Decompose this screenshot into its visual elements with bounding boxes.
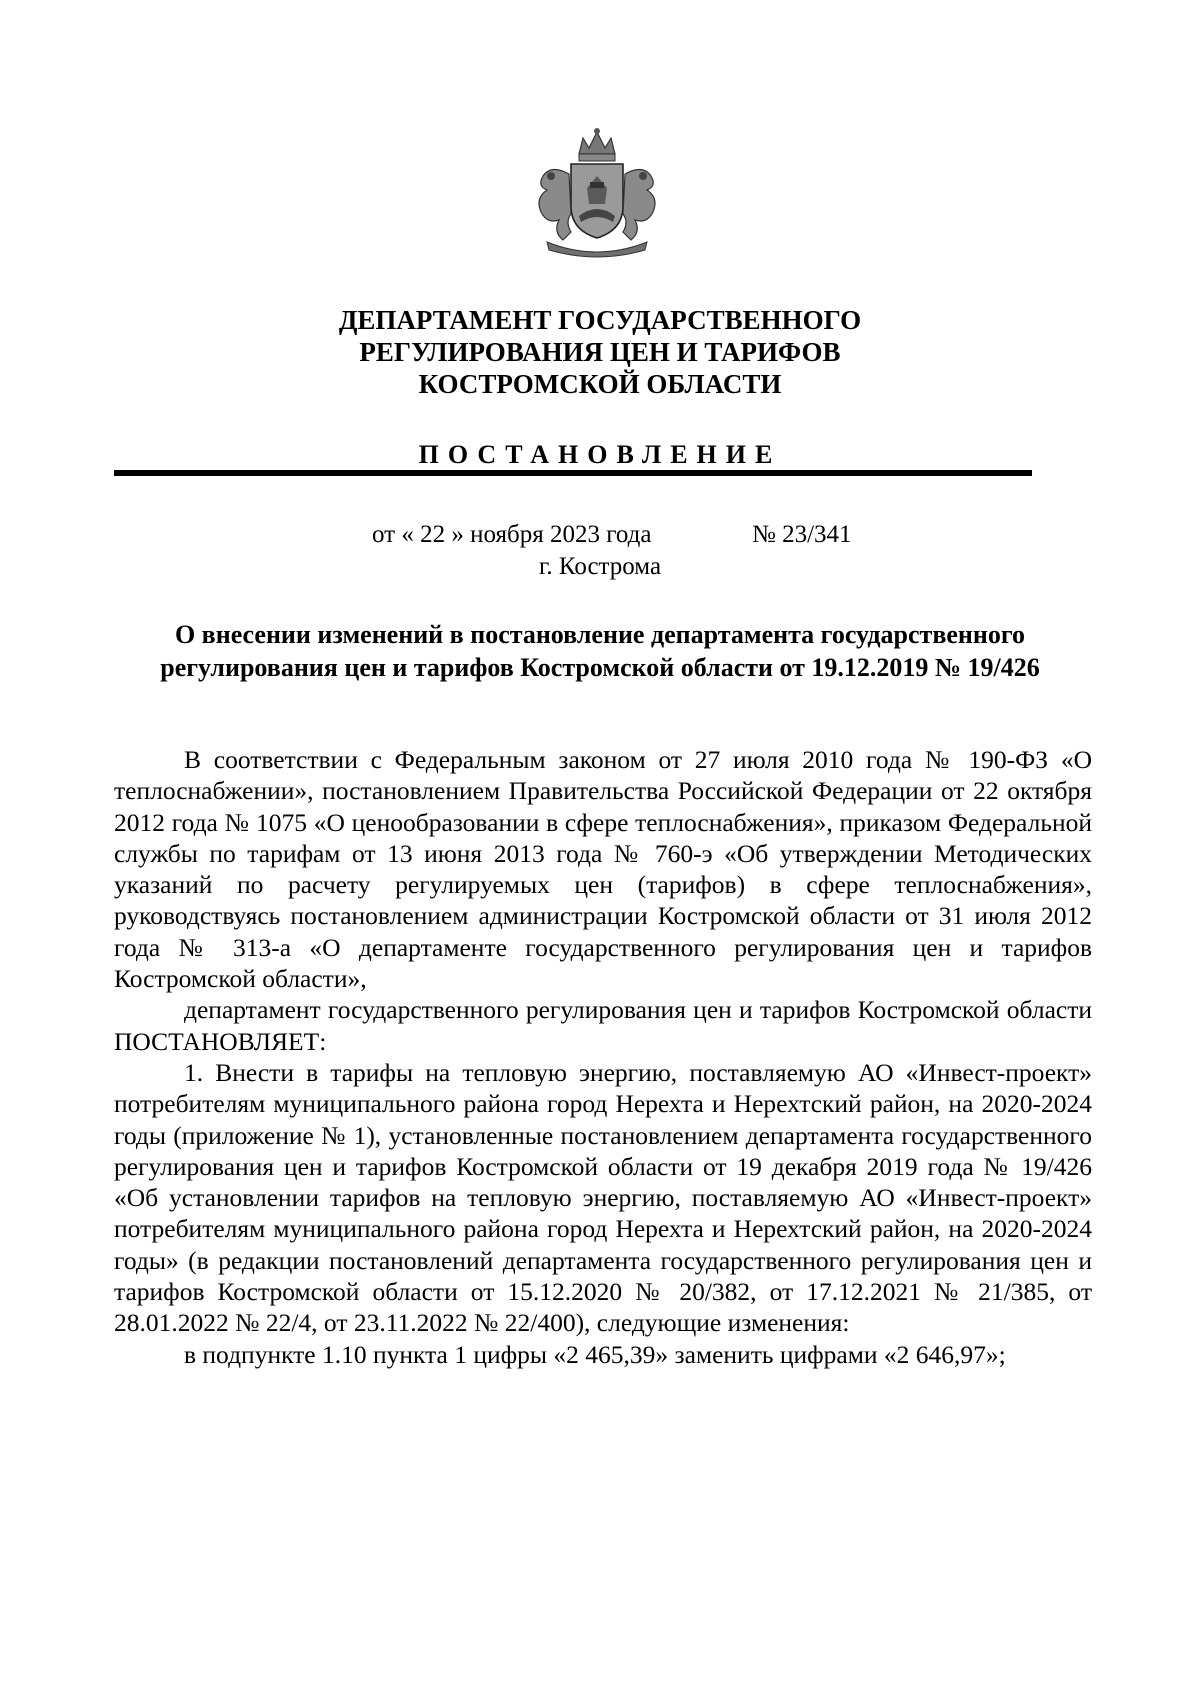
body-paragraph: в подпункте 1.10 пункта 1 цифры «2 465,39» заменить цифрами «2 646,97»; [184, 1339, 1006, 1369]
coat-of-arms-emblem [527, 124, 667, 262]
kostroma-coat-of-arms-icon [527, 124, 667, 262]
document-body [114, 744, 1092, 1370]
document-type-heading: ПОСТАНОВЛЕНИЕ [418, 440, 782, 469]
document-date: от « 22 » ноября 2023 года [372, 521, 652, 548]
department-title-line: КОСТРОМСКОЙ ОБЛАСТИ [418, 369, 782, 399]
department-title-line: РЕГУЛИРОВАНИЯ ЦЕН И ТАРИФОВ [359, 337, 841, 367]
document-subject: О внесении изменений в постановление департамента государственного регулирования цен и тарифов Костромской области от 19.12.2019 № 19/426 [160, 620, 1040, 682]
department-title-line: ДЕПАРТАМЕНТ ГОСУДАРСТВЕННОГО [338, 305, 862, 335]
body-paragraph: В соответствии с Федеральным законом от 27 июля 2010 года № 190-ФЗ «О теплоснабжении», постановлением Правительства Российской Федерации от 22 октября 2012 года № 1075 «О ценообразовании в сфере теплоснабжения», приказом Федеральной службы по тарифам от 13 июня 2013 года № 760-э «Об утверждении Методических указаний по расчету регулируемых цен (тарифов) в сфере теплоснабжения», руководствуясь постановлением администрации Костромской области от 31 июля 2012 года № 313-а «О департаменте государственного регулирования цен и тарифов Костромской области», [114, 745, 1092, 994]
document-city: г. Кострома [538, 553, 662, 580]
department-title [100, 304, 1100, 400]
body-paragraph: департамент государственного регулирования цен и тарифов Костромской области ПОСТАНОВЛЯЕТ: [114, 995, 1092, 1056]
header-divider [114, 470, 1032, 476]
body-paragraph: 1. Внести в тарифы на тепловую энергию, поставляемую АО «Инвест-проект» потребителям муниципального района город Нерехта и Нерехтский район, на 2020-2024 годы (приложение № 1), установленные постановлением департамента государственного регулирования цен и тарифов Костромской области от 19 декабря 2019 года № 19/426 «Об установлении тарифов на тепловую энергию, поставляемую АО «Инвест-проект» потребителям муниципального района город Нерехта и Нерехтский район, на 2020-2024 годы» (в редакции постановлений департамента государственного регулирования цен и тарифов Костромской области от 15.12.2020 № 20/382, от 17.12.2021 № 21/385, от 28.01.2022 № 22/4, от 23.11.2022 № 22/400), следующие изменения: [114, 1057, 1092, 1338]
document-number: № 23/341 [752, 521, 852, 548]
